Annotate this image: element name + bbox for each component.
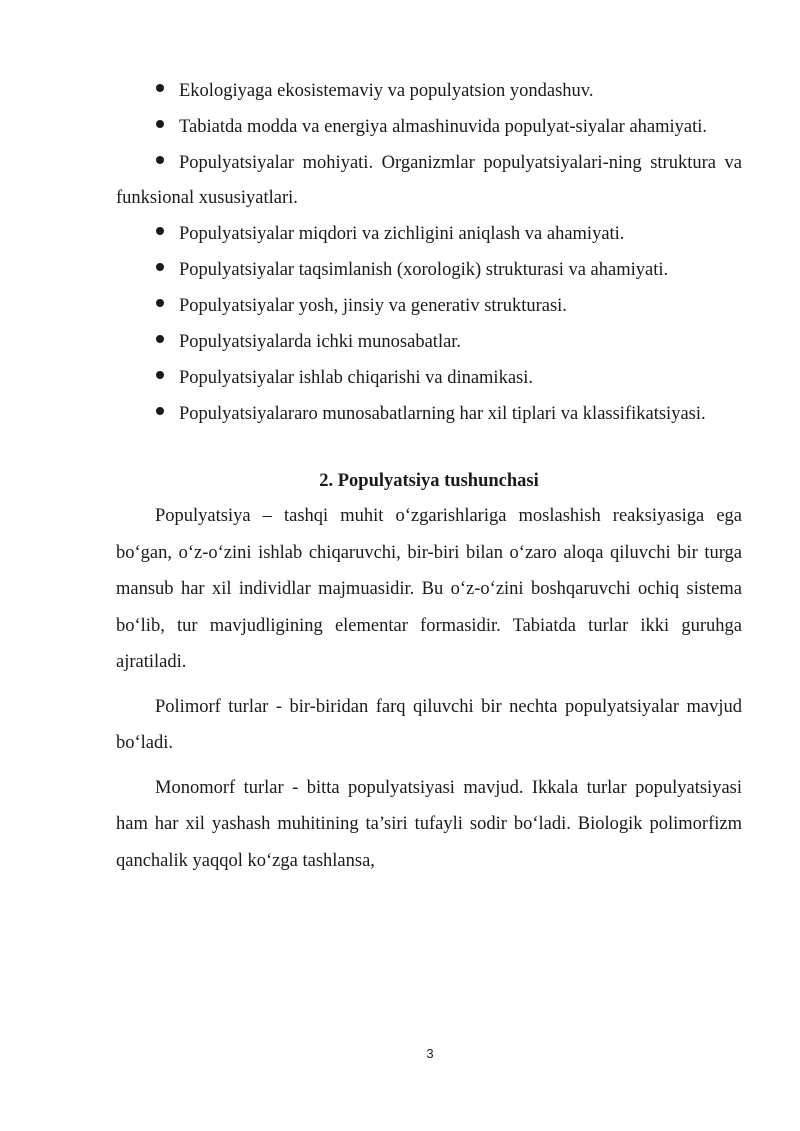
list-item [116,361,742,396]
list-item-text: Tabiatda modda va energiya almashinuvida populyat-siyalar ahamiyati. [179,117,708,137]
list-item-text: Populyatsiyalararo munosabatlarning har xil tiplari va klassifikatsiyasi. [179,404,706,424]
section-heading: 2. Populyatsiya tushunchasi [319,471,539,491]
body-paragraph: Monomorf turlar - bitta populyatsiyasi mavjud. Ikkala turlar populyatsiyasi ham har xil yashash muhitining ta’siri tufayli sodir bo‘ladi. Biologik polimorfizm qanchalik yaqqol ko‘zga tashlansa, [116,777,742,871]
list-item [116,397,742,432]
list-item-text: Populyatsiyalar miqdori va zichligini aniqlash va ahamiyati. [179,224,625,244]
list-item-text: Populyatsiyalar yosh, jinsiy va generativ strukturasi. [179,296,567,316]
list-item [116,289,742,324]
list-item-text: Populyatsiyalar taqsimlanish (xorologik) strukturasi va ahamiyati. [179,260,669,280]
list-item [116,110,742,145]
list-item [116,217,742,252]
list-item-text: Populyatsiyalar mohiyati. Organizmlar populyatsiyalari-ning struktura va funksional xususiyatlari. [116,153,742,208]
body-paragraph: Polimorf turlar - bir-biridan farq qiluvchi bir nechta populyatsiyalar mavjud bo‘ladi. [116,696,742,753]
list-item-text: Populyatsiyalar ishlab chiqarishi va dinamikasi. [179,368,534,388]
list-item [116,253,742,288]
list-item [116,74,742,109]
list-item [116,325,742,360]
list-item [116,146,742,216]
topic-bullet-list [116,74,742,432]
list-item-text: Ekologiyaga ekosistemaviy va populyatsion yondashuv. [179,81,594,101]
document-page [116,74,742,879]
body-paragraph: Populyatsiya – tashqi muhit o‘zgarishlariga moslashish reaksiyasiga ega bo‘gan, o‘z-o‘zini ishlab chiqaruvchi, bir-biri bilan o‘zaro aloqa qiluvchi bir turga mansub har xil individlar majmuasidir. Bu o‘z-o‘zini boshqaruvchi ochiq sistema bo‘lib, tur mavjudligining elementar formasidir. Tabiatda turlar ikki guruhga ajratiladi. [116,506,742,672]
list-item-text: Populyatsiyalarda ichki munosabatlar. [179,332,462,352]
page-number: 3 [426,1046,434,1061]
